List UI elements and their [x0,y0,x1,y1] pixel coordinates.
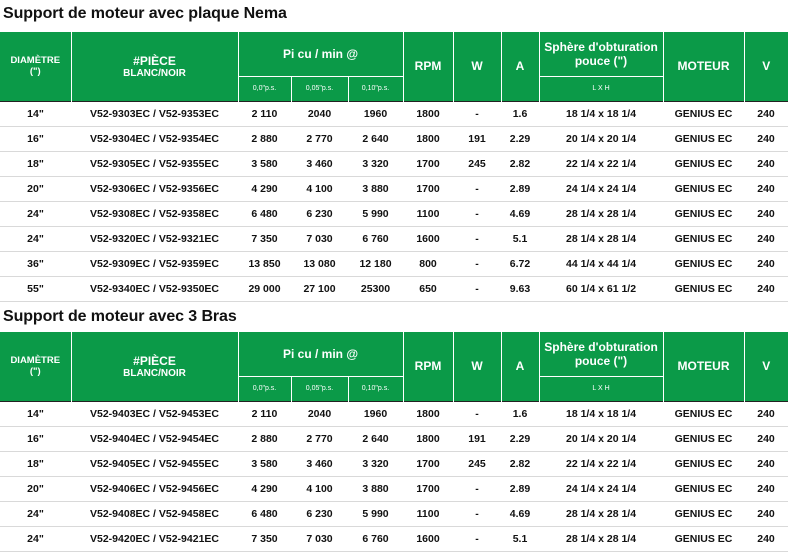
table-row [0,251,788,276]
cell-f0: 6 480 [238,501,291,526]
section-title-3-bras: Support de moteur avec 3 Bras [3,308,237,325]
cell-diametre: 14" [0,101,71,126]
header-flow-0-text: 0,0"p.s. [252,385,277,392]
header-diametre-text: (") [29,66,41,78]
cell-diametre: 16" [0,426,71,451]
cell-f10: 6 760 [348,226,403,251]
cell-diametre: 24" [0,201,71,226]
section-title-nema: Support de moteur avec plaque Nema [3,5,287,22]
cell-a: 2.82 [501,451,539,476]
table-row [0,451,788,476]
cell-moteur: GENIUS EC [663,176,744,201]
cell-a: 1.6 [501,401,539,426]
cell-diametre: 20" [0,176,71,201]
header-w [453,332,501,401]
table-row [0,226,788,251]
cell-piece: V52-9308EC / V52-9358EC [71,201,238,226]
cell-a: 4.69 [501,501,539,526]
cell-a: 9.63 [501,276,539,301]
cell-v: 240 [744,276,788,301]
cell-rpm: 1100 [403,501,453,526]
header-sphere-dim [539,76,663,101]
cell-a: 2.89 [501,476,539,501]
cell-sphere: 22 1/4 x 22 1/4 [539,451,663,476]
cell-piece: V52-9320EC / V52-9321EC [71,226,238,251]
cell-piece: V52-9403EC / V52-9453EC [71,401,238,426]
table-row [0,526,788,551]
cell-f05: 27 100 [291,276,348,301]
cell-w: 191 [453,426,501,451]
cell-v: 240 [744,401,788,426]
cell-diametre: 36" [0,251,71,276]
cell-f10: 3 320 [348,451,403,476]
header-sphere-text: Sphère d'obturation [544,339,658,354]
cell-w: - [453,476,501,501]
cell-w: - [453,251,501,276]
cell-f05: 2040 [291,401,348,426]
cell-a: 4.69 [501,201,539,226]
cell-sphere: 22 1/4 x 22 1/4 [539,151,663,176]
cell-piece: V52-9340EC / V52-9350EC [71,276,238,301]
cell-sphere: 20 1/4 x 20 1/4 [539,126,663,151]
cell-f05: 4 100 [291,476,348,501]
header-piece-text: #PIÈCE [133,353,176,368]
cell-f0: 7 350 [238,526,291,551]
header-a [501,332,539,401]
cell-moteur: GENIUS EC [663,151,744,176]
header-flow-0 [238,76,291,101]
cell-f05: 2 770 [291,126,348,151]
cell-sphere: 20 1/4 x 20 1/4 [539,426,663,451]
header-piece-text: BLANC/NOIR [123,67,186,79]
cell-f05: 3 460 [291,451,348,476]
cell-a: 2.89 [501,176,539,201]
cell-moteur: GENIUS EC [663,451,744,476]
header-a-text: A [515,359,525,374]
cell-f05: 6 230 [291,501,348,526]
cell-f10: 5 990 [348,201,403,226]
header-flow-05-text: 0,05"p.s. [305,85,334,92]
cell-a: 5.1 [501,226,539,251]
cell-rpm: 1600 [403,226,453,251]
cell-moteur: GENIUS EC [663,276,744,301]
header-rpm [403,32,453,101]
cell-piece: V52-9305EC / V52-9355EC [71,151,238,176]
cell-f0: 2 880 [238,426,291,451]
cell-a: 5.1 [501,526,539,551]
cell-rpm: 1800 [403,426,453,451]
header-flow [238,32,403,76]
cell-diametre: 55" [0,276,71,301]
cell-diametre: 24" [0,226,71,251]
cell-w: - [453,276,501,301]
cell-v: 240 [744,476,788,501]
header-piece-text: #PIÈCE [133,53,176,68]
header-flow-10 [348,76,403,101]
cell-v: 240 [744,526,788,551]
cell-sphere: 24 1/4 x 24 1/4 [539,476,663,501]
header-w [453,32,501,101]
cell-v: 240 [744,151,788,176]
header-diametre-text: (") [29,366,41,378]
header-diametre [0,32,71,101]
cell-a: 6.72 [501,251,539,276]
cell-sphere: 60 1/4 x 61 1/2 [539,276,663,301]
cell-f05: 7 030 [291,526,348,551]
header-flow-10-text: 0,10"p.s. [361,385,390,392]
cell-sphere: 28 1/4 x 28 1/4 [539,526,663,551]
header-moteur-text: MOTEUR [677,359,730,374]
cell-f05: 7 030 [291,226,348,251]
cell-diametre: 16" [0,126,71,151]
cell-f0: 2 110 [238,401,291,426]
cell-f0: 3 580 [238,151,291,176]
cell-sphere: 44 1/4 x 44 1/4 [539,251,663,276]
header-flow-05 [291,76,348,101]
cell-f0: 3 580 [238,451,291,476]
cell-v: 240 [744,201,788,226]
cell-f05: 2040 [291,101,348,126]
cell-a: 2.29 [501,426,539,451]
cell-v: 240 [744,126,788,151]
header-piece [71,332,238,401]
cell-moteur: GENIUS EC [663,401,744,426]
cell-v: 240 [744,251,788,276]
cell-f05: 3 460 [291,151,348,176]
header-w-text: W [471,59,483,74]
header-flow-10-text: 0,10"p.s. [361,85,390,92]
cell-f05: 2 770 [291,426,348,451]
table-row [0,126,788,151]
cell-f10: 2 640 [348,126,403,151]
cell-w: - [453,201,501,226]
table-row [0,476,788,501]
header-rpm-text: RPM [414,359,442,374]
cell-v: 240 [744,451,788,476]
header-sphere-text: pouce (") [574,353,628,368]
cell-rpm: 1700 [403,476,453,501]
cell-f0: 4 290 [238,476,291,501]
cell-piece: V52-9405EC / V52-9455EC [71,451,238,476]
cell-f0: 13 850 [238,251,291,276]
header-v [744,32,788,101]
header-a-text: A [515,59,525,74]
header-flow-0-text: 0,0"p.s. [252,85,277,92]
cell-f0: 2 110 [238,101,291,126]
header-diametre-text: DIAMÈTRE [10,355,61,367]
header-flow [238,332,403,376]
cell-f05: 4 100 [291,176,348,201]
cell-sphere: 18 1/4 x 18 1/4 [539,101,663,126]
cell-piece: V52-9404EC / V52-9454EC [71,426,238,451]
cell-f10: 2 640 [348,426,403,451]
cell-moteur: GENIUS EC [663,526,744,551]
cell-sphere: 28 1/4 x 28 1/4 [539,201,663,226]
cell-moteur: GENIUS EC [663,476,744,501]
header-v-text: V [762,359,771,374]
cell-piece: V52-9304EC / V52-9354EC [71,126,238,151]
header-piece-text: BLANC/NOIR [123,367,186,379]
cell-f05: 6 230 [291,201,348,226]
header-flow-10 [348,376,403,401]
cell-v: 240 [744,101,788,126]
cell-f05: 13 080 [291,251,348,276]
cell-f10: 25300 [348,276,403,301]
cell-piece: V52-9306EC / V52-9356EC [71,176,238,201]
header-flow-05-text: 0,05"p.s. [305,385,334,392]
cell-f10: 5 990 [348,501,403,526]
header-rpm-text: RPM [414,59,442,74]
header-v-text: V [762,59,771,74]
header-sphere [539,32,663,76]
cell-moteur: GENIUS EC [663,251,744,276]
cell-w: 245 [453,151,501,176]
table-row [0,176,788,201]
table-row [0,101,788,126]
cell-moteur: GENIUS EC [663,201,744,226]
cell-f10: 3 880 [348,176,403,201]
nema-table [0,32,788,302]
cell-piece: V52-9309EC / V52-9359EC [71,251,238,276]
cell-w: - [453,501,501,526]
cell-rpm: 1100 [403,201,453,226]
cell-v: 240 [744,426,788,451]
cell-w: 245 [453,451,501,476]
cell-a: 2.29 [501,126,539,151]
header-sphere-dim-text: L X H [592,85,610,92]
table-row [0,201,788,226]
cell-a: 2.82 [501,151,539,176]
header-moteur-text: MOTEUR [677,59,730,74]
cell-w: - [453,526,501,551]
cell-f10: 12 180 [348,251,403,276]
cell-moteur: GENIUS EC [663,126,744,151]
header-flow-text: Pi cu / min @ [282,346,359,361]
table-row [0,501,788,526]
cell-diametre: 20" [0,476,71,501]
cell-f10: 3 320 [348,151,403,176]
cell-diametre: 24" [0,526,71,551]
cell-diametre: 24" [0,501,71,526]
cell-sphere: 24 1/4 x 24 1/4 [539,176,663,201]
cell-rpm: 1800 [403,401,453,426]
cell-sphere: 28 1/4 x 28 1/4 [539,501,663,526]
cell-piece: V52-9420EC / V52-9421EC [71,526,238,551]
cell-v: 240 [744,226,788,251]
cell-rpm: 1800 [403,101,453,126]
cell-piece: V52-9303EC / V52-9353EC [71,101,238,126]
header-diametre-text: DIAMÈTRE [10,55,61,67]
cell-w: - [453,401,501,426]
header-flow-0 [238,376,291,401]
cell-rpm: 1700 [403,451,453,476]
cell-rpm: 1700 [403,151,453,176]
cell-piece: V52-9408EC / V52-9458EC [71,501,238,526]
table-row [0,401,788,426]
cell-moteur: GENIUS EC [663,501,744,526]
cell-moteur: GENIUS EC [663,226,744,251]
cell-piece: V52-9406EC / V52-9456EC [71,476,238,501]
cell-rpm: 1800 [403,126,453,151]
header-piece [71,32,238,101]
cell-w: - [453,176,501,201]
3-bras-table [0,332,788,552]
cell-sphere: 28 1/4 x 28 1/4 [539,226,663,251]
table-row [0,151,788,176]
cell-v: 240 [744,501,788,526]
cell-v: 240 [744,176,788,201]
cell-diametre: 18" [0,451,71,476]
cell-f10: 1960 [348,401,403,426]
cell-w: 191 [453,126,501,151]
header-diametre [0,332,71,401]
header-flow-text: Pi cu / min @ [282,46,359,61]
cell-w: - [453,101,501,126]
cell-rpm: 1700 [403,176,453,201]
cell-sphere: 18 1/4 x 18 1/4 [539,401,663,426]
cell-f10: 3 880 [348,476,403,501]
cell-f10: 1960 [348,101,403,126]
cell-f10: 6 760 [348,526,403,551]
cell-a: 1.6 [501,101,539,126]
header-sphere [539,332,663,376]
header-rpm [403,332,453,401]
header-moteur [663,332,744,401]
cell-rpm: 1600 [403,526,453,551]
header-flow-05 [291,376,348,401]
cell-f0: 29 000 [238,276,291,301]
table-row [0,276,788,301]
header-sphere-text: Sphère d'obturation [544,39,658,54]
cell-w: - [453,226,501,251]
header-sphere-text: pouce (") [574,53,628,68]
header-a [501,32,539,101]
cell-f0: 7 350 [238,226,291,251]
cell-moteur: GENIUS EC [663,426,744,451]
cell-moteur: GENIUS EC [663,101,744,126]
cell-diametre: 18" [0,151,71,176]
cell-f0: 2 880 [238,126,291,151]
header-v [744,332,788,401]
header-sphere-dim-text: L X H [592,385,610,392]
header-w-text: W [471,359,483,374]
cell-rpm: 800 [403,251,453,276]
table-row [0,426,788,451]
header-sphere-dim [539,376,663,401]
cell-f0: 6 480 [238,201,291,226]
cell-diametre: 14" [0,401,71,426]
cell-f0: 4 290 [238,176,291,201]
cell-rpm: 650 [403,276,453,301]
header-moteur [663,32,744,101]
